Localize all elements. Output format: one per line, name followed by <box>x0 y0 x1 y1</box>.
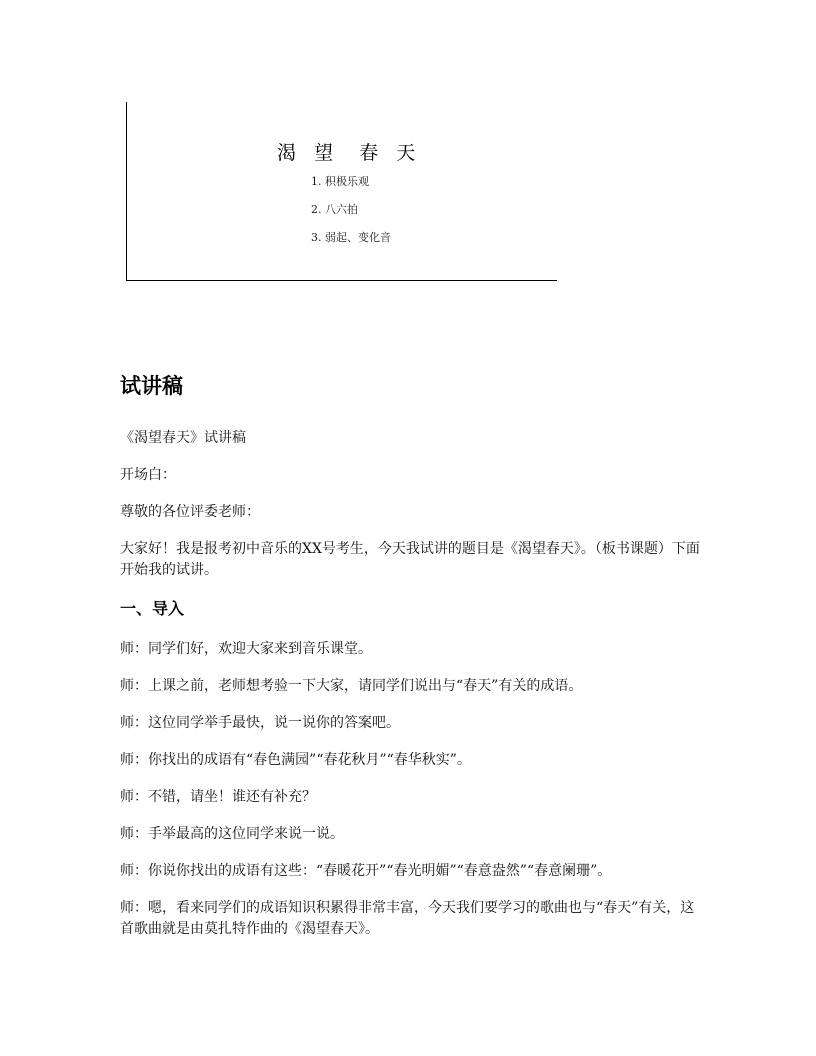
dialogue-line: 师：不错，请坐！谁还有补充？ <box>120 789 316 805</box>
opening-label: 开场白： <box>120 467 176 483</box>
intro-paragraph: 大家好！我是报考初中音乐的XX号考生，今天我试讲的题目是《渴望春天》。（板书课题）下面开始我的试讲。 <box>120 541 700 578</box>
greeting: 尊敬的各位评委老师： <box>120 504 260 520</box>
document-subtitle: 《渴望春天》试讲稿 <box>120 430 246 446</box>
dialogue-line: 师：嗯，看来同学们的成语知识积累得非常丰富，今天我们要学习的歌曲也与“春天”有关，这首歌曲就是由莫扎特作曲的《渴望春天》。 <box>120 900 695 937</box>
blackboard-sketch <box>126 102 557 281</box>
section-title: 一、导入 <box>120 599 185 618</box>
board-title: 渴 望 春 天 <box>277 142 418 164</box>
board-item: 2. 八六拍 <box>311 203 358 216</box>
dialogue-line: 师：你找出的成语有“春色满园”“春花秋月”“春华秋实”。 <box>120 752 471 768</box>
dialogue-line: 师：这位同学举手最快，说一说你的答案吧。 <box>120 715 400 731</box>
dialogue-line: 师：上课之前，老师想考验一下大家，请同学们说出与“春天”有关的成语。 <box>120 678 583 694</box>
board-item: 1. 积极乐观 <box>311 175 369 188</box>
board-item: 3. 弱起、变化音 <box>311 231 391 244</box>
board-list <box>311 174 391 258</box>
dialogue-line: 师：同学们好，欢迎大家来到音乐课堂。 <box>120 641 372 657</box>
document-heading: 试讲稿 <box>120 374 183 398</box>
dialogue-line: 师：手举最高的这位同学来说一说。 <box>120 826 344 842</box>
dialogue-line: 师：你说你找出的成语有这些：“春暖花开”“春光明媚”“春意盎然”“春意阑珊”。 <box>120 863 612 879</box>
document-body <box>120 370 700 956</box>
